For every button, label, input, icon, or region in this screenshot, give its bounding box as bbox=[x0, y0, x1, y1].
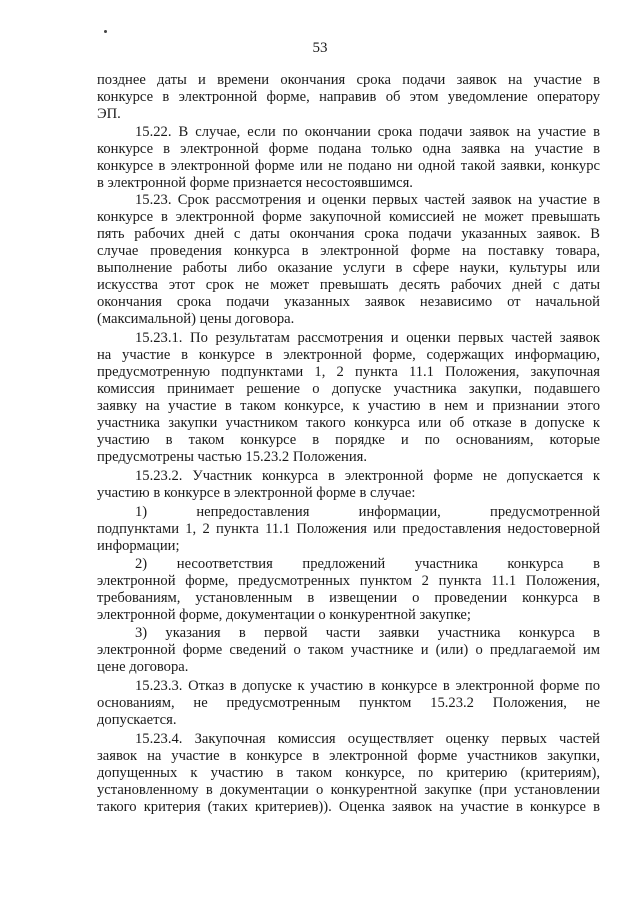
text-line: искусства этот срок не может превышать десять рабочих дней с даты bbox=[97, 277, 600, 293]
text-line: основаниям, не предусмотренным пунктом 15.23.2 Положения, не bbox=[97, 695, 600, 711]
list-item-2: 2) несоответствия предложений участника конкурса в bbox=[135, 556, 600, 572]
paragraph-start: 15.23.4. Закупочная комиссия осуществляет оценку первых частей bbox=[135, 731, 600, 747]
text-line: выполнение работы либо оказание услуги в сфере науки, культуры или bbox=[97, 260, 600, 276]
text-line: конкурсе в электронной форме или не подано ни одной такой заявки, конкурс bbox=[97, 158, 600, 174]
text-line: участию в конкурсе в электронной форме в случае: bbox=[97, 485, 416, 501]
text-line: участника закупки участником такого конкурса или об отказе в допуске к bbox=[97, 415, 600, 431]
list-item-3: 3) указания в первой части заявки участника конкурса в bbox=[135, 625, 600, 641]
text-line: конкурсе в электронной форме закупочной комиссией не может превышать bbox=[97, 209, 600, 225]
text-line: электронной форме, документации о конкурентной закупке; bbox=[97, 607, 471, 623]
text-line: ЭП. bbox=[97, 106, 121, 122]
text-line: случае проведения конкурса в электронной форме на поставку товара, bbox=[97, 243, 600, 259]
paragraph-start: 15.23.2. Участник конкурса в электронной форме не допускается к bbox=[135, 468, 600, 484]
text-line: окончания срока подачи указанных заявок независимо от начальной bbox=[97, 294, 600, 310]
text-line: требованиям, установленным в извещении о проведении конкурса в bbox=[97, 590, 600, 606]
text-line: информации; bbox=[97, 538, 180, 554]
text-line: (максимальной) цены договора. bbox=[97, 311, 295, 327]
scan-speck bbox=[104, 30, 107, 33]
text-line: установленному в документации о конкурентной закупке (при установлении bbox=[97, 782, 600, 798]
text-line: комиссия принимает решение о допуске участника закупки, подавшего bbox=[97, 381, 600, 397]
paragraph-start: 15.23.3. Отказ в допуске к участию в конкурсе в электронной форме по bbox=[135, 678, 600, 694]
text-line: конкурсе в электронной форме, направив об этом уведомление оператору bbox=[97, 89, 600, 105]
text-line: предусмотренную подпунктами 1, 2 пункта 11.1 Положения, закупочная bbox=[97, 364, 600, 380]
text-line: предусмотрены частью 15.23.2 Положения. bbox=[97, 449, 368, 465]
text-line: позднее даты и времени окончания срока подачи заявок на участие в bbox=[97, 72, 600, 88]
paragraph-start: 15.23.1. По результатам рассмотрения и оценки первых частей заявок bbox=[135, 330, 600, 346]
text-line: пять рабочих дней с даты окончания срока подачи указанных заявок. В bbox=[97, 226, 600, 242]
text-line: подпунктами 1, 2 пункта 11.1 Положения или предоставления недостоверной bbox=[97, 521, 600, 537]
text-line: участию в таком конкурсе в порядке и по основаниям, которые bbox=[97, 432, 600, 448]
text-line: заявку на участие в таком конкурсе, к участию в нем и признании этого bbox=[97, 398, 600, 414]
text-line: в электронной форме признается несостоявшимся. bbox=[97, 175, 413, 191]
text-line: на участие в конкурсе в электронной форме, содержащих информацию, bbox=[97, 347, 600, 363]
paragraph-start: 15.22. В случае, если по окончании срока подачи заявок на участие в bbox=[135, 124, 600, 140]
text-line: электронной форме, предусмотренных пунктом 2 пункта 11.1 Положения, bbox=[97, 573, 600, 589]
text-line: допущенных к участию в таком конкурсе, по критерию (критериям), bbox=[97, 765, 600, 781]
text-line: заявок на участие в конкурсе в электронной форме участников закупки, bbox=[97, 748, 600, 764]
text-line: допускается. bbox=[97, 712, 177, 728]
list-item-1: 1) непредоставления информации, предусмотренной bbox=[135, 504, 600, 520]
text-line: цене договора. bbox=[97, 659, 189, 675]
paragraph-start: 15.23. Срок рассмотрения и оценки первых частей заявок на участие в bbox=[135, 192, 600, 208]
text-line: электронной форме сведений о таком участнике и (или) о предлагаемой им bbox=[97, 642, 600, 658]
text-line: конкурсе в электронной форме подана только одна заявка на участие в bbox=[97, 141, 600, 157]
page-number: 53 bbox=[312, 40, 328, 56]
text-line: такого критерия (таких критериев)). Оценка заявок на участие в конкурсе в bbox=[97, 799, 600, 815]
